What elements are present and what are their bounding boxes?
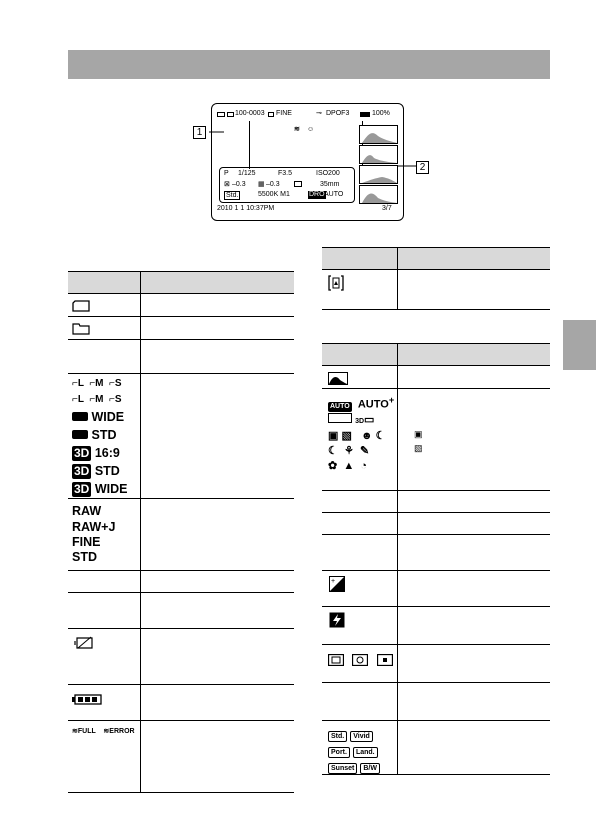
auto-plus-label: AUTO [357, 398, 389, 411]
histogram-red [359, 145, 398, 164]
scene-row-5: ✿ ▲ ◔ [328, 459, 367, 472]
right-indicator-table [322, 343, 550, 775]
metering-icons [322, 645, 397, 669]
right-top-header-1 [322, 248, 398, 270]
histogram-stack [359, 125, 398, 203]
panorama-std: STD [72, 426, 140, 444]
folder-icon [72, 322, 90, 335]
scene-note-icons: ▣ ▧ [414, 429, 423, 453]
flash-comp-value: –0.3 [266, 181, 280, 188]
creative-style-icons [322, 721, 397, 774]
exposure-comp-icon [329, 576, 345, 592]
quality-raw-j: RAW+J [72, 520, 116, 534]
style-sunset: Sunset [328, 763, 357, 774]
memory-card-icon [72, 300, 90, 312]
panorama-wide: WIDE [72, 408, 140, 426]
battery-icon [360, 112, 370, 117]
svg-text:+: + [331, 577, 336, 585]
database-full-icon: ≋FULL [72, 728, 96, 735]
folder-icon [227, 112, 234, 117]
creative-style-icon: Std. [226, 192, 239, 199]
quality-value: FINE [276, 110, 292, 117]
quality-std: STD [72, 550, 97, 564]
scene-row-4: ☾ ⚘ ✎ [328, 444, 370, 457]
image-size-row-2: ⌐L ⌐M ⌐S [72, 394, 122, 405]
dpof-label: DPOF3 [326, 110, 350, 117]
callout-2-leader [398, 160, 418, 172]
style-landscape: Land. [353, 747, 378, 758]
histogram-icon [328, 372, 348, 385]
section-header-bar [68, 50, 550, 79]
exposure-comp-icon: ⊠ [224, 181, 230, 188]
image-size-icon [268, 112, 274, 117]
histogram-blue [359, 185, 398, 204]
image-size-icons [68, 374, 140, 498]
image-frame [249, 121, 363, 169]
scene-row-3: ▣ ▧ ☻ ☾ [328, 429, 386, 442]
database-error-icon: ≋ERROR [103, 728, 135, 735]
frame-count: 3/7 [382, 205, 392, 212]
side-thumb-tab [563, 320, 596, 370]
right-top-header-2 [398, 248, 551, 270]
battery-warning-icon [74, 636, 94, 650]
right-table-header-2 [398, 344, 551, 366]
dro-value: AUTO [324, 191, 344, 198]
style-vivid: Vivid [350, 731, 373, 742]
quality-raw: RAW [72, 504, 102, 518]
wb-value: 5500K M1 [258, 191, 290, 198]
histogram-green [359, 165, 398, 184]
style-bw: B/W [360, 763, 380, 774]
callout-2: 2 [416, 161, 429, 174]
battery-icon [72, 694, 102, 705]
folder-file-number: 100-0003 [235, 110, 265, 117]
aperture-value: F3.5 [278, 170, 293, 177]
right-top-table [322, 247, 550, 310]
flash-comp-icon [329, 612, 345, 628]
flash-comp-icon: ▦ [258, 181, 265, 188]
metering-center-icon [352, 654, 368, 666]
shutter-value: 1/125 [238, 170, 256, 177]
database-icon: ≋ [294, 126, 300, 133]
metering-spot-icon [377, 654, 393, 666]
3d-std: 3D STD [74, 464, 120, 478]
left-indicator-table [68, 271, 294, 793]
metering-multi-icon [328, 654, 344, 666]
style-portrait: Port. [328, 747, 350, 758]
iso-value: ISO200 [316, 170, 340, 177]
battery-percent: 100% [372, 110, 390, 117]
mode-value: P [224, 170, 229, 177]
3d-16-9: 3D 16:9 [74, 446, 120, 460]
image-size-row-1: ⌐L ⌐M ⌐S [72, 378, 122, 389]
metering-icon [294, 181, 302, 187]
scene-icons: AUTO AUTO+ 3D▭ ▣ ▧ ☻ ☾ ☾ ⚘ ✎ ✿ ▲ ◔ [322, 389, 397, 474]
scene-row-2: 3D▭ [328, 413, 397, 429]
right-table-header-1 [322, 344, 398, 366]
focal-length-value: 35mm [320, 181, 340, 188]
exposure-comp-value: –0.3 [232, 181, 246, 188]
left-table-header-1 [68, 272, 141, 294]
left-table-header-2 [141, 272, 295, 294]
quality-fine: FINE [72, 535, 101, 549]
3d-wide: 3D WIDE [74, 482, 128, 496]
dro-icon: DRO [309, 191, 325, 198]
datetime-value: 2010 1 1 10:37PM [217, 205, 275, 212]
style-std: Std. [328, 731, 347, 742]
face-icon: ☺ [307, 126, 315, 133]
callout-1: 1 [193, 126, 206, 139]
protect-key-icon: ⊸ [316, 110, 322, 117]
memory-card-icon [217, 112, 225, 117]
protect-icon [328, 275, 344, 291]
histogram-luminance [359, 125, 398, 144]
